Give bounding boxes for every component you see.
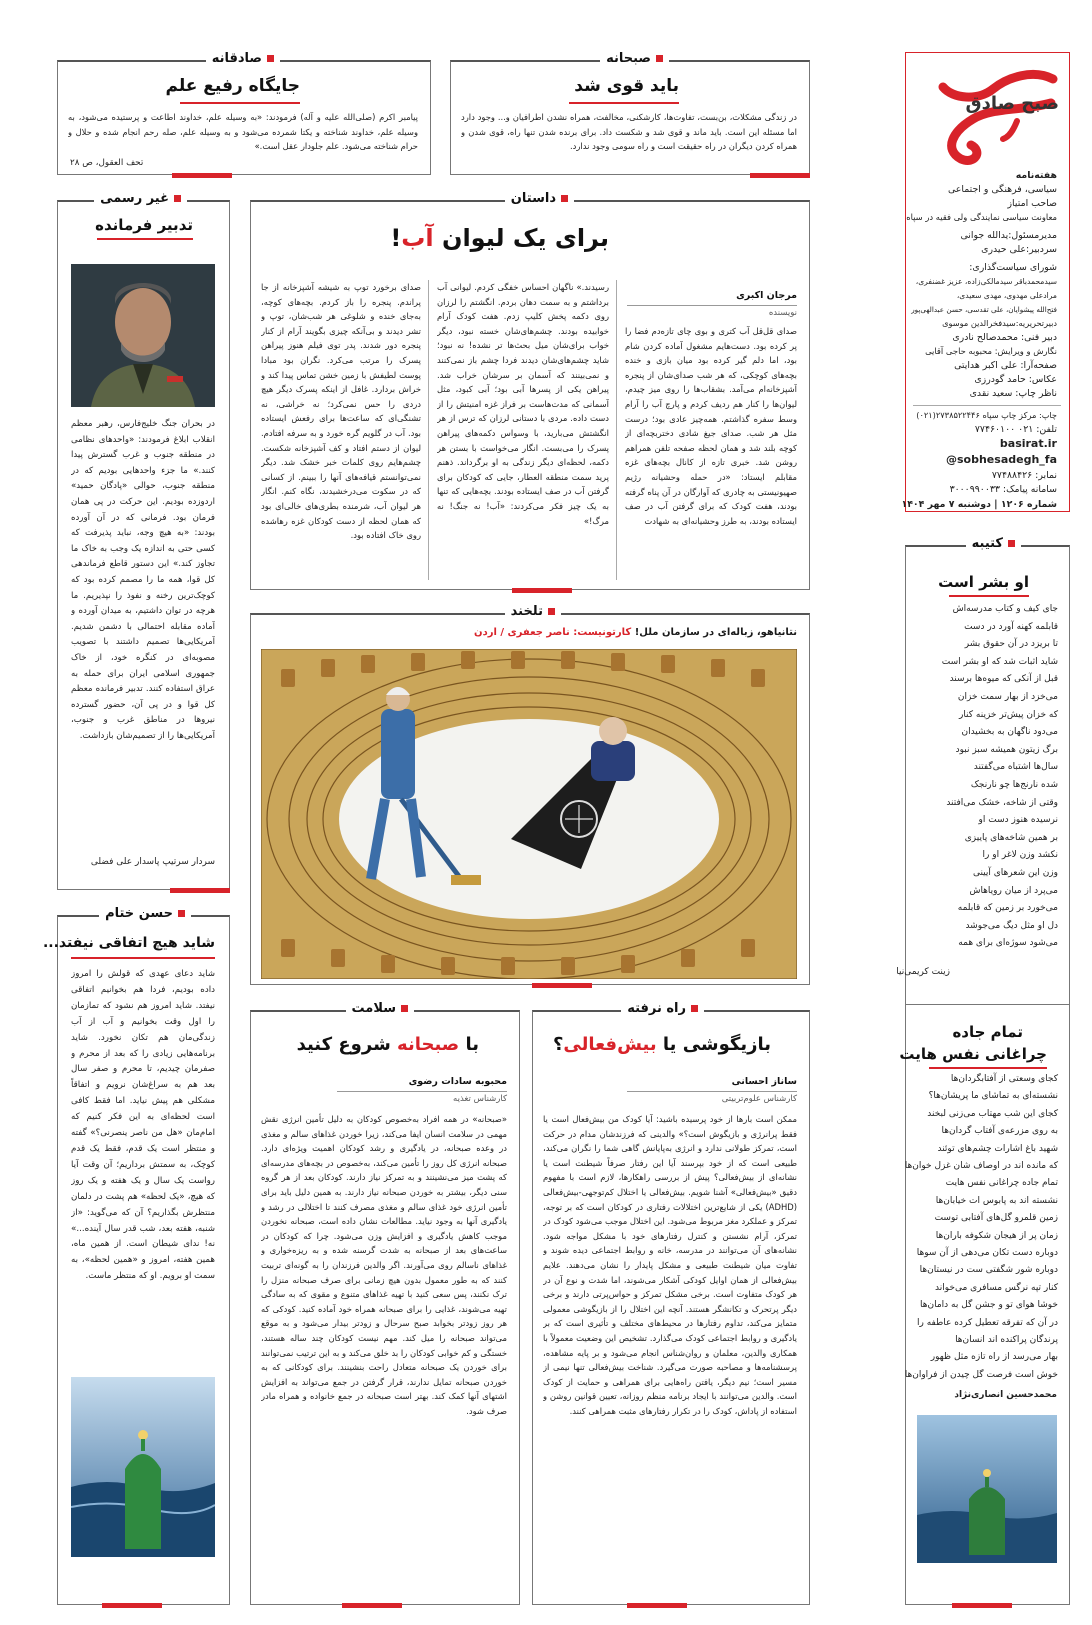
issue-info: شماره ۱۲۰۶ | دوشنبه ۷ مهر ۱۴۰۴ bbox=[901, 499, 1057, 510]
masthead-line: صفحه‌آرا: علی اکبر هدایتی bbox=[954, 360, 1057, 371]
poem-line: می‌شود سوژه‌ای برای همه bbox=[958, 938, 1058, 949]
story-column-1: صدای قل‌قل آب کتری و بوی چای تازه‌دم فضا را پر کرده بود. دست‌هایم مشغول آماده کردن شام بود، اما دلم گیر کرده بود میان بازی و خنده بچه‌های کوچکی، که هر شب صدای‌شان از پنجره آشپزخانه‌ام می‌آمد. بشقاب‌ها را روی میز چیدم، لیوان‌ها را کنار هم ردیف کردم و پارچ آب را آرام وسط سفره گذاشتم. همه‌چیز عادی بود؛ درست مثل هر شب. صدای جیغ شادی دختربچه‌ای از کوچه بلند شد و همان لحظه صفحه تلفن همراهم روشن شد. خبری تازه از کانال بچه‌های غزه مقابلم ایستاد: «در حمله وحشیانه رژیم صهیونیستی به چادری که آوارگان در آن پناه گرفته بودند، هفت کودک که برای گرفتن آب در صف ایستاده بودند، به طرز وحشیانه‌ای به شهادت bbox=[625, 326, 797, 526]
section-label: سلامت bbox=[346, 1001, 414, 1016]
poem-line: می‌خزد از بهار سمت خزان bbox=[957, 692, 1058, 702]
poet-name: محمدحسین انصاری‌نژاد bbox=[954, 1390, 1057, 1400]
headline: با صبحانه شروع کنید bbox=[296, 1034, 479, 1055]
masthead-line: ناظر چاپ: سعید نقدی bbox=[969, 388, 1057, 399]
headline: او بشر است bbox=[938, 573, 1029, 591]
masthead-line: عکاس: حامد گودرزی bbox=[974, 374, 1057, 385]
poem-line: کجای این شب مهتاب می‌زنی لبخند bbox=[927, 1108, 1058, 1119]
website-link[interactable]: basirat.ir bbox=[999, 437, 1057, 450]
masthead-line: هفته‌نامه bbox=[1015, 170, 1057, 181]
poem-line: تمام جاده چراغانی نفس هایت bbox=[945, 1178, 1058, 1189]
headline: برای یک لیوان آب! bbox=[390, 224, 609, 252]
poem-line: وزن این شعرهای آیینی bbox=[972, 868, 1058, 878]
body-text: ممکن است بارها از خود پرسیده باشید: آیا کودک من بیش‌فعال است یا فقط پرانرژی و بازیگوش است؟» والدینی که فرزندشان مدام در حرکت است، تمرکز طولانی ندارد و انرژی به‌پایانش گاهی شما را نگران می‌کند، طبیعی است که از خود بپرسند آیا این رفتار صرفاً شیطنت است یا نشانه‌ای از بیش‌فعالی؟ پیش از بررسی راهکارها، لازم است با مفهوم دقیق «بیش‌فعالی» آشنا شویم. بیش‌فعالی یا اختلال کم‌توجهی-بیش‌فعالی (ADHD) یکی از شایع‌ترین اختلالات رفتاری در کودکان است که بر توجه، تمرکز و عملکرد مغز مربوط می‌شود. این اختلال موجب می‌شود کودک در تمرکز، آرام نشستن و کنترل رفتارهای خود با مشکل مواجه شود. نشانه‌های آن می‌توانند در مدرسه، خانه و روابط اجتماعی دیده شوند و تفاوت میان شیطنت طبیعی و مشکل پایدار را نشان می‌دهند. علایم بیش‌فعالی از همان اوایل کودکی آشکار می‌شوند، اما شدت و نوع آن در هر کودک متفاوت است. برخی مشکل تمرکز و حواس‌پرتی دارند و برخی دیگر پرتحرک و تکانشگر هستند. آنچه این اختلال را از بازیگوشی معمولی متمایز می‌کند، تداوم رفتارها در محیط‌های مختلف و تأثیری است که بر یادگیری و روابط اجتماعی کودک می‌گذارد. تشخیص این وضعیت معمولاً با همکاری والدین، معلمان و روان‌شناس انجام می‌شود و بر پایه مشاهده، پرسشنامه‌ها و مصاحبه صورت می‌گیرد. شناخت بیش‌فعالی تنها نیمی از مسیر است؛ نیم دیگر، یافتن راه‌هایی برای همراهی و حمایت از کودک است. والدین می‌توانند با ایجاد برنامه منظم روزانه، تعیین قوانین روشن و استفاده از پاداش، کودک را در تکرار رفتارهای مثبت همراهی کنند. bbox=[543, 1114, 797, 1416]
poem-line: شاید اثبات شد که او بشر است bbox=[941, 656, 1058, 667]
masthead-box bbox=[901, 52, 1070, 512]
cartoon-credit: کارتونیست: ناصر جعفری / اردن bbox=[474, 627, 632, 638]
section-label: راه نرفته bbox=[621, 1001, 704, 1016]
masthead-line: شورای سیاست‌گذاری: bbox=[969, 262, 1057, 273]
contact-line: نمابر: ۷۷۴۸۸۴۲۶ bbox=[991, 470, 1057, 481]
author-role: نویسنده bbox=[768, 308, 797, 318]
dastan-box bbox=[250, 191, 810, 590]
green-shrine-icon bbox=[71, 1377, 215, 1557]
author-role: کارشناس تغذیه bbox=[453, 1094, 507, 1104]
un-assembly-cartoon-icon bbox=[261, 649, 797, 979]
contact-line: سامانه پیامک: ۳۰۰۰۹۹۰۰۳۳ bbox=[949, 484, 1057, 495]
sobhaneh-box bbox=[450, 51, 810, 175]
headline: جایگاه رفیع علم bbox=[165, 76, 300, 96]
poem-line: شده نارنج‌ها چو نارنجک bbox=[970, 780, 1058, 790]
poem-line: وقتی از شاخه، خشک می‌افتند bbox=[946, 797, 1058, 808]
salamat-box bbox=[250, 1001, 520, 1605]
poem-line: دوباره دست تکان می‌دهی از آن سو‌ها bbox=[916, 1248, 1058, 1258]
source: تحف العقول، ص ۲۸ bbox=[70, 158, 144, 168]
masthead-line: فتح‌الله پیشوایان، علی تقدسی، حسن عبدالهی‌پور bbox=[911, 305, 1057, 314]
poem-line: دل او مثل دیگ می‌جوشد bbox=[965, 920, 1058, 931]
author-name: ساناز احسانی bbox=[731, 1076, 797, 1087]
headline: باید قوی شد bbox=[574, 76, 679, 96]
masthead-line: صاحب امتیاز bbox=[1007, 198, 1057, 209]
body-text: در بحران جنگ خلیج‌فارس، رهبر معظم انقلاب ابلاغ فرمودند: «واحدهای نظامی در منطقه جنوب و غرب گسترش پیدا کنند.» ما جزء واحدهایی بودیم که در منطقه جنوب، حوالی «پادگان حمید» اردوزده بودیم. این حرکت در پی همان فرمان بود. فرمانی که در آن آورده بودند: «به هیچ وجه، نباید پذیرفت که کسی حتی به اندازه یک وجب به خاک ما تجاوز کند.» این دستور قاطع فرماندهی کل قوا، همه ما را مصمم کرده بود که کوچک‌ترین رخنه و نفوذ را نپذیریم. ما هرچه در توان داشتیم، به میدان آورده و آماده مقابله احتمالی با دشمن شدیم. آمریکایی‌ها تصمیم داشتند با تصویب مصوبه‌ای در کنگره خود، از خاک جمهوری اسلامی ایران برای حمله به عراق استفاده کنند. تدبیر فرمانده معظم کل قوا و در پی آن، حضور گسترده نیروها در مناطق غرب و جنوب، آمریکایی‌ها را از تصمیم‌شان بازداشت. bbox=[71, 419, 215, 741]
rahnarafteh-box bbox=[532, 1001, 810, 1605]
commander-photo bbox=[71, 264, 215, 407]
masthead-line: سیاسی، فرهنگی و اجتماعی bbox=[947, 184, 1057, 195]
masthead-line: مرادعلی مهدوی، مهدی سعیدی، bbox=[956, 291, 1057, 300]
poem-line: سال‌ها اشتباه می‌گفتند bbox=[973, 762, 1058, 773]
story-column-3: صدای برخورد توپ به شیشه آشپزخانه از جا پراندم. پنجره را باز کردم. بچه‌های کوچه، به‌جای خنده و شلوغی هر شب‌شان، توپ و تشر دیدند و بی‌آنکه چیزی بگویند آرام از کنار پنجره دور شدند. پدر توی فیلم هنوز پیراهن پسرک را مرتب می‌کرد. نگران بود مبادا پوست لطیفش با زمین خشن تماس پیدا کند و خراش بردارد. غافل از اینکه پسرک دیگر هیچ دردی را حس نمی‌کرد؛ نه خراشی، نه تشنگی‌ای که ساعت‌ها برای رفعش ایستاده بود. آب در گلویم گره خورد و به سرفه افتادم. لیوان از دستم افتاد و کف آشپزخانه شکست. چشم‌هایم روی کلمات خبر خشک شد. دیگر نمی‌توانستم قیافه‌های آنها را ببینم. از کسانی که در سکوت می‌درخشیدند، نگاه کنم. انگار هر لیوان آب، شرمنده بطری‌های خالی‌ای بود که همان لحظه از دست کودکان غزه رهاشده روی خاک افتاده بود. bbox=[261, 282, 421, 541]
body-text: «صبحانه» در همه افراد به‌خصوص کودکان به دلیل تأمین انرژی نقش مهمی در سلامت انسان ایفا می‌کند، زیرا خوردن غذاهای سالم و مغذی در وعده صبحانه، در یادگیری و رشد کودکان اهمیت ویژه‌ای دارد. صبحانه انرژی کل روز را تأمین می‌کند، به‌خصوص در بچه‌های مدرسه‌ای که پشت میز می‌نشینند و به تمرکز نیاز دارند. کودکان بعد از هر گروه سنی دیگر، بیشتر به خوردن صبحانه نیاز دارند. به همین دلیل باید برای تأمین انرژی خود غذای سالم و مغذی مصرف کنند تا اختلالی در رشد و یادگیری آنها به وجود نیاید. مطالعات نشان داده است، صبحانه نخوردن موجب کاهش یادگیری و افزایش وزن می‌شود. چرا که کودکان در ساعت‌های بعد از صبحانه به شدت گرسنه شده و به ریزه‌خواری و غذاهای ناسالم روی می‌آورند. اگر والدین فرزندان را به گونه‌ای تربیت کنند که به طور معمول بدون هیچ زمانی برای صرف صبحانه منزل را ترک نکنند، پس سعی کنید با تهیه غذاهای متنوع و مقوی که به سادگی تهیه می‌شوند، غذایی را برای صبحانه همراه خود آماده کنید. کودکی که هر روز زودتر بخوابد صبح سرحال و زودتر بیدار می‌شود و به موقع می‌تواند صبحانه را میل کند. مهم نیست کودکان چند ساله هستند، خستگی و کم خوابی کودکان را بد خلق می‌کند و به این ترتیب نمی‌توانند برای خوردن یک صبحانه متعادل راحت بنشینند. برای کودکانی که به خوردن صبحانه تمایل ندارند، قرار گرفتن در جمع می‌تواند به افزایش اشتهای آنها کمک کند. بهتر است صبحانه در جمع خانواده و همراه مادر صرف شود. bbox=[261, 1114, 507, 1416]
headline: تمام جاده bbox=[952, 1023, 1023, 1041]
green-shrine-icon bbox=[917, 1415, 1057, 1563]
body-text: در زندگی مشکلات، بن‌بست، تفاوت‌ها، کارشکنی، مخالفت، همراه نشدن اطرافیان و... وجود دارد اما مسئله این است. باید ماند و قوی شد و شکست داد. برای برنده شدن تنها راه، قوی شدن و همراه کردن دیگران در راه حقیقت است و راه سومی وجود ندارد. bbox=[461, 112, 797, 152]
headline: بازیگوشی یا بیش‌فعالی؟ bbox=[552, 1034, 771, 1055]
masthead-logo-text: صبح صادق bbox=[965, 93, 1059, 114]
headline: چراغانی نفس هایت bbox=[899, 1045, 1047, 1063]
signature: سردار سرتیپ پاسدار علی فضلی bbox=[90, 857, 215, 867]
section-label: حسن ختام bbox=[99, 906, 191, 921]
contact-line: تلفن: ۰۲۱ ۷۷۴۶۰۱۰۰ bbox=[974, 424, 1057, 435]
portrait-icon bbox=[71, 264, 215, 407]
poem-line: به روی مزرعه‌ی آفتاب گردان‌ها bbox=[941, 1126, 1058, 1137]
body-text: پیامبر اکرم (صلی‌الله علیه و آله) فرمودند: «به وسیله علم، خداوند اطاعت و پرستیده می‌شود، به وسیله علم، خداوند شناخته و یکتا شمرده می‌شود و به وسیله علم، صله رحم انجام شده و حلال و حرام شناخته می‌شود. علم جلودار عقل است.» bbox=[68, 112, 418, 152]
poem-line: جای کیف و کتاب مدرسه‌اش bbox=[952, 604, 1058, 614]
body-text: شاید دعای عهدی که قولش را امروز داده بودیم، فردا هم بخوانیم اتفاقی نیفتد. شاید امروز هم نشود که تمازمان را اول وقت بخوانیم و آب از آب زندگی‌مان هم تکان نخورد. شاید برنامه‌هایی زیادی را که بعد از محرم و صفرمان چیدیم، تا محرم و صفر سال بعد هم به سراغ‌شان نرویم و اتفاقاً مشکلی هم پیش نیاید. اما فقط کافی است لحظه‌ای به این فکر کنیم که امام‌مان «هل من ناصر ینصرنی؟» گفته و منتظر است یک قدم، فقط یک قدم کوچک، به سمتش برداریم؛ آن وقت آیا رواست یک سال و یک هفته و یک روز که هیچ، «یک لحظه» هم پشت در دلمان منتظرش بگذاریم؟ آن که می‌گوید: «از شنبه، هفته بعد، شب قدر سال آینده...» نه! ندای شیطان است. از همین ماه، همین هفته، امروز و «همین لحظه»، به سمت او برویم. او که منتظر ماست. bbox=[71, 969, 215, 1282]
poem-line: قابلمه کهنه آورد در دست bbox=[964, 621, 1058, 632]
poem-line: در آن که تفرقه تعطیل کرده عاطفه را bbox=[917, 1317, 1058, 1328]
shrine-image bbox=[71, 1377, 215, 1557]
poem-line: بر همین شاخه‌های پاییزی bbox=[964, 832, 1058, 843]
poem-line: می‌پرد از میان رویاهاش bbox=[969, 885, 1058, 896]
poem-line: بهار می‌رسد از راه تازه مثل ظهور bbox=[930, 1352, 1058, 1363]
headline: تدبیر فرمانده bbox=[95, 216, 193, 234]
gheirerasmi-box bbox=[57, 191, 230, 890]
masthead-line: معاونت سیاسی نمایندگی ولی فقیه در سپاه bbox=[906, 212, 1057, 222]
social-handle[interactable]: @sobhesadegh_fa bbox=[946, 453, 1057, 466]
section-label: کتیبه bbox=[966, 536, 1021, 551]
masthead-logo bbox=[913, 59, 1061, 167]
masthead-line: دبیرتحریریه:سیدفخرالدین موسوی bbox=[942, 318, 1057, 328]
masthead-line: سردبیر:علی حیدری bbox=[981, 244, 1057, 255]
poem-line: کجای وسعتی از آفتابگردان‌ها bbox=[950, 1074, 1058, 1084]
poem-line: که مانده اند در اوصاف شان غزل خوان‌ها bbox=[904, 1161, 1058, 1171]
headline: شاید هیچ اتفاقی نیفتد... bbox=[42, 935, 215, 951]
cartoon-image bbox=[261, 649, 797, 979]
author-role: کارشناس علوم‌تربیتی bbox=[721, 1094, 797, 1104]
poem-line: قبل از آنکی که میوه‌ها برسند bbox=[949, 674, 1058, 685]
cartoon-caption: نتانیاهو، زباله‌ای در سازمان ملل! کارتونیست: ناصر جعفری / اردن bbox=[474, 627, 797, 638]
masthead-line: سیدمحمدباقر سیدمالکی‌زاده، عزیز غضنفری، bbox=[915, 277, 1057, 286]
author-name: مرجان اکبری bbox=[736, 290, 797, 301]
section-label: داستان bbox=[505, 191, 574, 206]
poem-line: دوباره شور شگفتی ست در نیستان‌ها bbox=[919, 1265, 1058, 1276]
poem-line: خوشا هوای تو و جشن گل به دامان‌ها bbox=[919, 1300, 1058, 1311]
poem-line: نشسته‌ای به تماشای ما پریشان‌ها؟ bbox=[928, 1091, 1058, 1102]
kotibeh-box bbox=[905, 536, 1070, 1005]
poem-line: زمان پر از هیجان شکوفه باران‌ها bbox=[935, 1230, 1058, 1241]
masthead-line: نگارش و ویرایش: محبوبه حاجی آقایی bbox=[925, 346, 1057, 356]
shrine-image bbox=[917, 1415, 1057, 1563]
poem-line: کنار تپه نرگس مسافری می‌خواند bbox=[935, 1282, 1058, 1293]
poem-line: می‌دود ناگهان به بخشیدان bbox=[961, 727, 1058, 738]
poem-line: شهید باغ اشارات چشم‌های توئند bbox=[937, 1143, 1058, 1154]
sadeghaneh-box bbox=[57, 51, 431, 175]
poem-line: خوش است فرصت گل چیدن از فراوان‌ها bbox=[904, 1369, 1058, 1380]
poem-line: می‌خورد بر زمین که قابلمه bbox=[957, 903, 1058, 914]
masthead-line: مدیرمسئول:یدالله جوانی bbox=[960, 230, 1057, 241]
hosnekhetam-box bbox=[42, 906, 230, 1605]
section-label: تلخند bbox=[505, 604, 561, 619]
contact-line: چاپ: مرکز چاپ سپاه ۲۷۳۸۵۲۲۴۴۶(۰۲۱) bbox=[916, 410, 1057, 420]
poet-name: زینت کریمی‌نیا bbox=[896, 967, 950, 977]
poem-line: برگ زیتون همیشه سبز نبود bbox=[955, 744, 1058, 755]
section-label: صبحانه bbox=[600, 51, 669, 66]
section-label: غیر رسمی bbox=[94, 191, 187, 206]
author-name: محبوبه سادات رضوی bbox=[408, 1076, 507, 1087]
poem-line: پرندگان پراکنده اند انسان‌ها bbox=[955, 1335, 1058, 1345]
talkhand-box bbox=[250, 604, 810, 985]
poem-line: نرسیده هنوز دست او bbox=[978, 815, 1058, 826]
poem-line: نکشد وزن لاغر او را bbox=[982, 850, 1058, 861]
masthead-line: دبیر فنی: محمدصالح نادری bbox=[952, 332, 1057, 343]
poem-line: که خزان پیش‌تر خزینه کنار bbox=[958, 709, 1058, 720]
poem-line: زمین قلمرو گل‌های آفتابی توست bbox=[934, 1213, 1058, 1224]
poem-line: تا بریزد در آن حقوق بشر bbox=[964, 639, 1058, 650]
story-column-2: رسیدند.» ناگهان احساس خفگی کردم. لیوانی آب برداشتم و به سمت دهان بردم. انگشتم را لرزان روی دکمه پخش کلیپ زدم. هفت کودک آرام خوابیده بودند. چشم‌های‌شان خسته نبود، دیگر خواب برای‌شان میل بحث‌ها تر نشده! نه نبود؛ شاید چشم‌های‌شان دیدند فردا چشم باز نمی‌کنند و نمی‌بینند که آسمان بر سرشان خراب شد. پیراهن یکی از پسرها آبی بود؛ آبی کبود، مثل آسمانی که مدت‌هاست بر فراز غزه امنیتش را از دست داده. مردی با دستانی لرزان که ترس از هر انگشتش می‌بارید، با وسواس دکمه‌های پیراهن پسرک را می‌بست. انگار می‌خواست با بستن هر دکمه، لحظه‌ای دیگر زندگی به او برگرداند. ذهنم پرید سمت منطقه العطار، جایی که کودکان برای گرفتن آب در صف ایستاده بودند. بچه‌هایی که تنها به یک چیز فکر می‌کردند: «آب! نه جنگ! نه مرگ!» bbox=[437, 282, 609, 526]
section-label: صادقانه bbox=[206, 51, 280, 66]
poem-line: نشسته اند به پابوس ات خیابان‌ها bbox=[935, 1195, 1058, 1206]
